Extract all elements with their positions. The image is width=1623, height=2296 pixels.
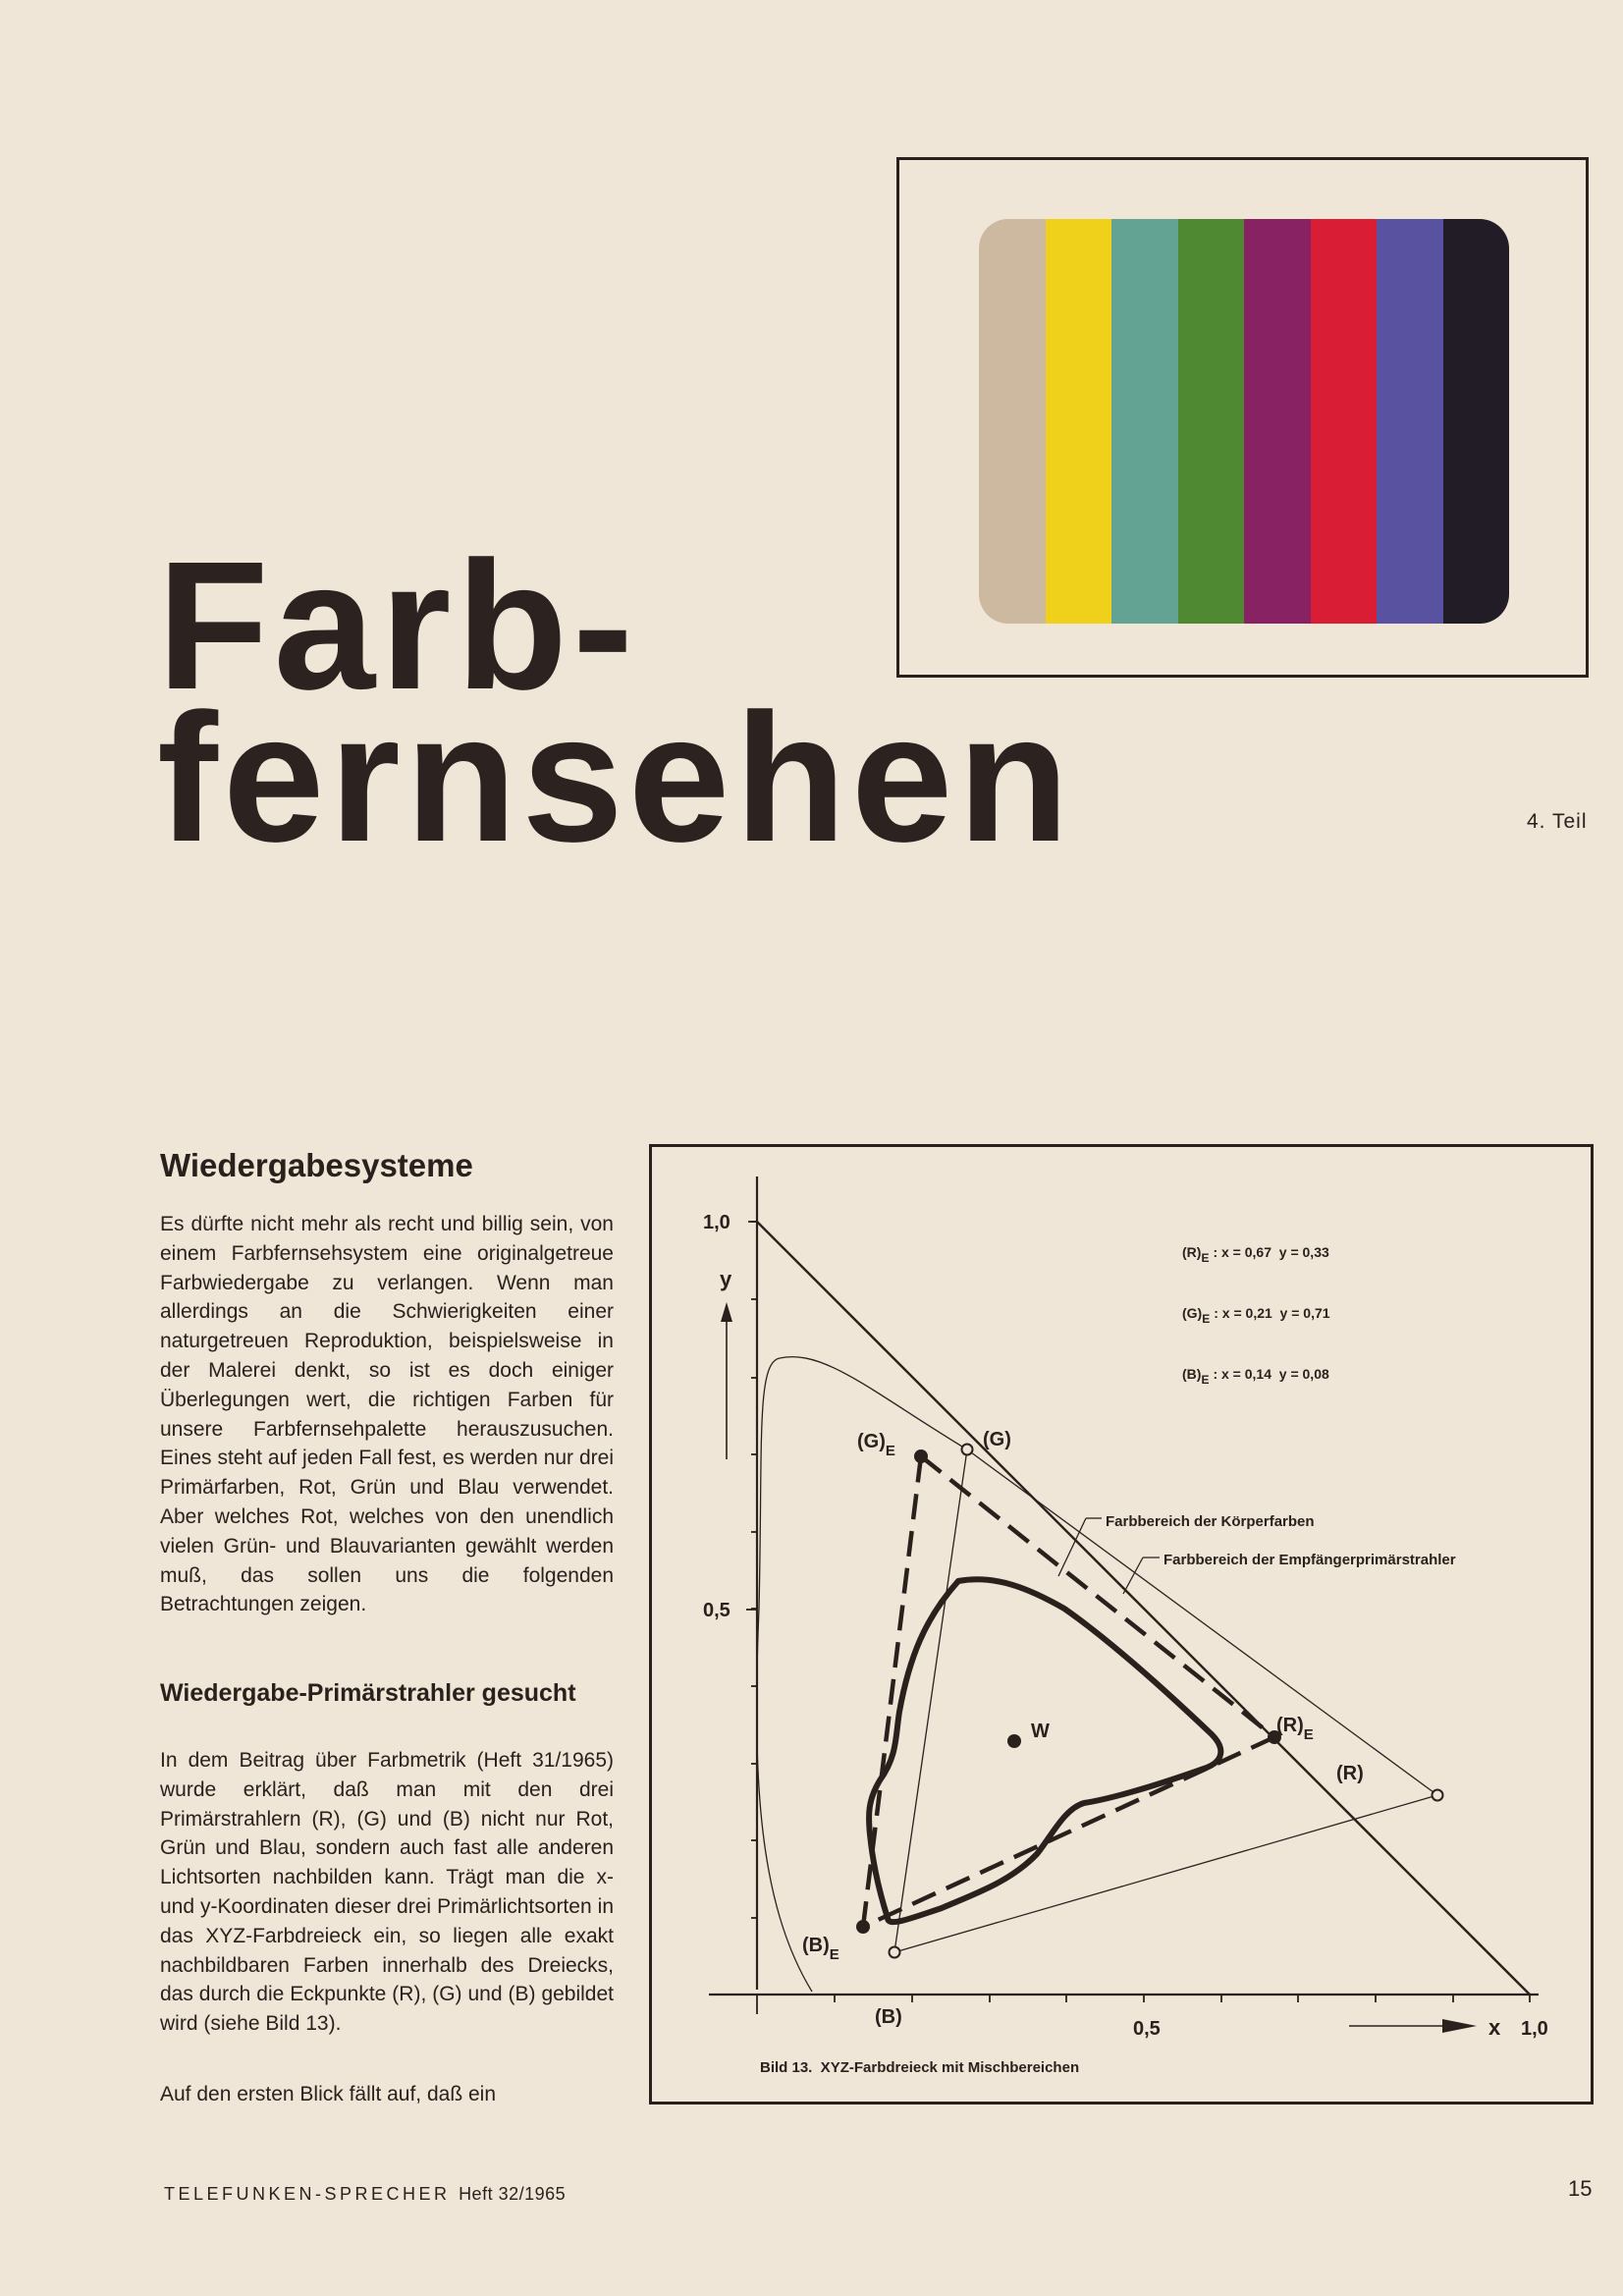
triangle-hypotenuse — [757, 1222, 1530, 1995]
legend-ge: (G)E : x = 0,21 y = 0,71 — [1182, 1305, 1330, 1326]
color-bar-7 — [1377, 219, 1443, 624]
marker-r — [1433, 1790, 1443, 1801]
publication-name: TELEFUNKEN-SPRECHER — [164, 2184, 451, 2204]
part-label: 4. Teil — [1527, 810, 1588, 833]
callout-body-colors: Farbbereich der Körperfarben — [1106, 1513, 1315, 1530]
color-bar-6 — [1311, 219, 1378, 624]
issue-number: Heft 32/1965 — [459, 2184, 567, 2204]
color-bar-8 — [1443, 219, 1510, 624]
legend-be: (B)E : x = 0,14 y = 0,08 — [1182, 1366, 1329, 1387]
color-bar-3 — [1111, 219, 1178, 624]
y-axis-label: y — [720, 1267, 732, 1291]
label-b: (B) — [875, 2006, 902, 2028]
legend — [1182, 1244, 1330, 1387]
label-g: (G) — [983, 1429, 1011, 1450]
label-re: $(R)_E$ — [1276, 1715, 1314, 1743]
color-bar-5 — [1244, 219, 1311, 624]
marker-be — [856, 1920, 870, 1934]
paragraph-1: Es dürfte nicht mehr als recht und billig sein, von einem Farbfernsehsystem eine originalgetreue Farbwiedergabe zu verlangen. Wenn man allerdings an die Schwierigkeiten einer naturgetreuen Reproduktion, beispielsweise in der Malerei denkt, so ist es doch einiger Überlegungen wert, die richtigen Farben für unsere Farbfernsehpalette herauszusuchen. Eines steht auf jeden Fall fest, es werden nur drei Primärfarben, Rot, Grün und Blau verwendet. Aber welches Rot, welches von den unendlich vielen Grün- und Blauvarianten gewählt werden muß, das sollen uns die folgenden Betrachtungen zeigen. — [160, 1213, 614, 1616]
label-ge: $(G)_E$ — [857, 1431, 895, 1459]
subheading: Wiedergabe-Primärstrahler gesucht — [160, 1679, 576, 1707]
color-bars-image — [979, 219, 1509, 624]
x-tick-label-1: 1,0 — [1521, 2018, 1548, 2040]
y-tick-label-05: 0,5 — [703, 1600, 730, 1621]
x-axis-label: x — [1488, 2015, 1501, 2040]
page-number: 15 — [1568, 2176, 1593, 2201]
section-heading: Wiedergabesysteme — [160, 1147, 473, 1183]
label-w: W — [1031, 1721, 1050, 1742]
x-ticks — [757, 1995, 1530, 2014]
marker-b — [890, 1947, 900, 1958]
paragraph-3: Auf den ersten Blick fällt auf, daß ein — [160, 2083, 497, 2105]
marker-ge — [914, 1449, 928, 1463]
figure-frame — [649, 1144, 1594, 2105]
color-bars-frame — [896, 157, 1589, 678]
label-be: $(B)_E$ — [802, 1935, 839, 1963]
callout-leader-receiver — [1123, 1558, 1143, 1594]
figure-caption: Bild 13. XYZ-Farbdreieck mit Mischbereichen — [760, 2059, 1080, 2076]
color-bar-2 — [1046, 219, 1112, 624]
footer-publication — [164, 2184, 566, 2205]
label-r: (R) — [1336, 1763, 1364, 1784]
chromaticity-diagram — [652, 1147, 1591, 2102]
callout-receiver-primaries: Farbbereich der Empfängerprimärstrahler — [1163, 1552, 1456, 1568]
page-title-line-2: fernsehen — [157, 677, 1074, 880]
color-bar-1 — [979, 219, 1046, 624]
y-arrow-head — [721, 1302, 732, 1322]
marker-w — [1007, 1734, 1021, 1748]
y-tick-label-1: 1,0 — [703, 1212, 730, 1233]
paragraph-2: In dem Beitrag über Farbmetrik (Heft 31/1965) wurde erklärt, daß man mit den drei Primärstrahlern (R), (G) und (B) nicht nur Rot, Grün und Blau, sondern auch fast alle anderen Lichtsorten nachbilden kann. Trägt man die x- und y-Koordinaten dieser drei Primärlichtsorten in das XYZ-Farbdreieck ein, so liegen alle exakt nachbildbaren Farben innerhalb des Dreiecks, das durch die Eckpunkte (R), (G) und (B) gebildet wird (siehe Bild 13). — [160, 1749, 614, 2036]
x-tick-label-05: 0,5 — [1133, 2018, 1161, 2040]
color-bar-4 — [1178, 219, 1245, 624]
marker-g — [962, 1445, 973, 1455]
body-colors-region — [869, 1579, 1220, 1922]
y-ticks — [746, 1222, 757, 1918]
page-title-line-1: Farb- — [157, 524, 638, 728]
x-arrow-head — [1442, 2019, 1477, 2033]
legend-re: (R)E : x = 0,67 y = 0,33 — [1182, 1244, 1329, 1265]
